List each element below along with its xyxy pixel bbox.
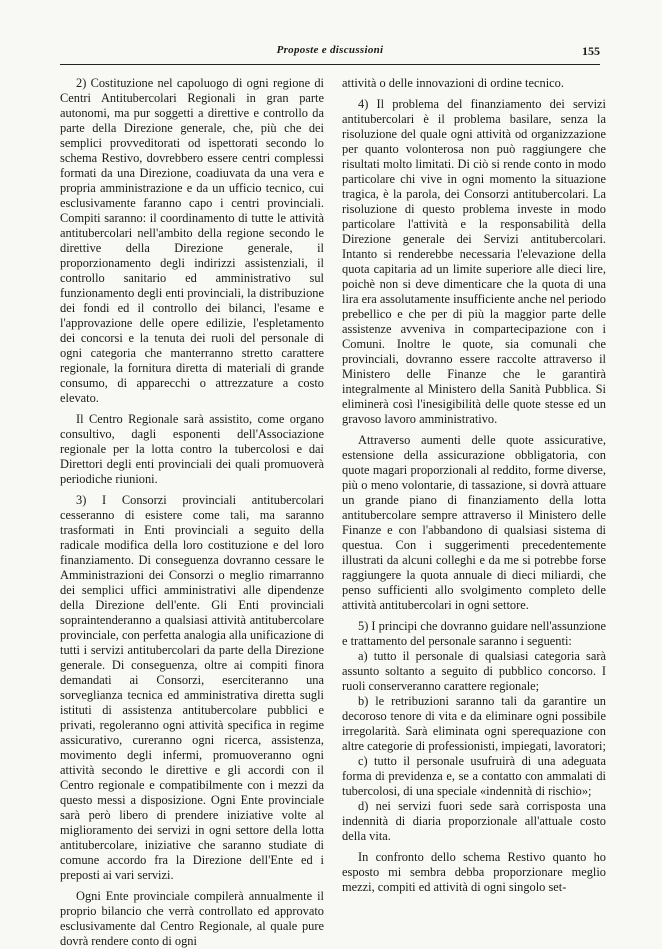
paragraph-continuation: attività o delle innovazioni di ordine tecnico. [342, 76, 564, 90]
paragraph: In confronto dello schema Restivo quanto ho esposto mi sembra debba proporzionare meglio mezzi, compiti ed attività di ogni singolo set- [342, 850, 606, 894]
running-title: Proposte e discussioni [276, 44, 384, 56]
paragraph: Ogni Ente provinciale compilerà annualmente il proprio bilancio che verrà controllato ed approvato esclusivamente dal Centro Regionale, al quale pure dovrà rendere conto di ogni [60, 889, 324, 948]
list-item: b) le retribuzioni saranno tali da garantire un decoroso tenore di vita e da eliminare ogni possibile irregolarità. Sarà eliminata ogni sperequazione con altre categorie di professionisti, impiegati, lavoratori; [342, 694, 606, 753]
paragraph: 2) Costituzione nel capoluogo di ogni regione di Centri Antitubercolari Regionali in gran parte autonomi, ma pur soggetti a direttive e controllo da parte della Direzione generale, che, più che dei semplici provveditorati od ispettorati secondo lo schema Restivo, dovrebbero essere centri complessi formati da una Direzione, coadiuvata da una vera e propria amministrazione e da un ufficio tecnico, cui esclusivamente faranno capo i centri provinciali. Compiti saranno: il coordinamento di tutte le attività antitubercolari nell'ambito della regione secondo le direttive della Direzione generale, il proporzionamento degli indirizzi assistenziali, il controllo sanitario ed amministrativo sul funzionamento degli enti provinciali, la distribuzione dei fondi ed il controllo dei bilanci, l'esame e l'approvazione delle opere edilizie, l'espletamento dei concorsi e la tenuta dei ruoli del personale di ogni categoria che manterranno stretto carattere regionale, la fornitura diretta di materiali di grande consumo, di apparecchi o attrezzature a costo elevato. [60, 76, 324, 405]
header-rule [60, 64, 600, 65]
paragraph: Attraverso aumenti delle quote assicurative, estensione della assicurazione obbligatoria, con quote magari proporzionali al reddito, forme diverse, più o meno volontarie, di tassazione, si dovrà attuare un grande piano di finanziamento della lotta antitubercolare sempre attraverso il Ministero delle Finanze e con l'abbandono di qualsiasi sistema di questua. Con i suggerimenti precedentemente illustrati da alcuni colleghi e da me si potrebbe forse raggiungere la quota annuale di dieci miliardi, che penso sufficienti allo svolgimento completo delle attività antitubercolari in ogni settore. [342, 433, 606, 612]
list-item: a) tutto il personale di qualsiasi categoria sarà assunto soltanto a seguito di pubblico concorso. I ruoli conserveranno carattere regionale; [342, 649, 606, 693]
paragraph: 3) I Consorzi provinciali antitubercolari cesseranno di esistere come tali, ma saranno trasformati in Enti provinciali a seguito della radicale modifica della loro costituzione e del loro finanziamento. Di conseguenza dovranno cessare le Amministrazioni dei Consorzi o meglio rimarranno dei semplici uffici amministrativi alle dipendenze della Direzione dell'ente. Gli Enti provinciali sopraintenderanno a qualsiasi attività antitubercolare provinciale, con perfetta analogia alla unificazione di tutti i servizi antitubercolari da parte della Direzione generale. Di conseguenza, oltre ai compiti finora demandati ai Consorzi, eserciteranno una sorveglianza tecnica ed amministrativa diretta sugli istituti di assistenza antitubercolare pubblici e privati, regoleranno ogni attività specifica in regime assicurativo, cureranno ogni ricerca, assistenza, movimento degli infermi, promuoveranno ogni attività secondo le direttive e gli accordi con il Centro regionale e compatibilmente con i mezzi da questo messi a disposizione. Ogni Ente provinciale sarà però libero di prendere iniziative volte al miglioramento dei servizi in ogni settore della lotta antitubercolare, iniziative che saranno studiate di comune accordo fra la Direzione dell'Ente ed i preposti ai vari servizi. [60, 493, 324, 882]
paragraph: 5) I principi che dovranno guidare nell'assunzione e trattamento del personale saranno i seguenti: [342, 619, 606, 648]
list-item: d) nei servizi fuori sede sarà corrisposta una indennità di diaria proporzionale all'attuale costo della vita. [342, 799, 606, 843]
list-item: c) tutto il personale usufruirà di una adeguata forma di previdenza e, se a contatto con ammalati di tubercolosi, di una speciale «indennità di rischio»; [342, 754, 606, 798]
paragraph: Il Centro Regionale sarà assistito, come organo consultivo, dagli esponenti dell'Associazione regionale per la lotta contro la tubercolosi e dai Direttori degli enti provinciali dei quali promuoverà periodiche riunioni. [60, 412, 324, 486]
right-column [342, 76, 606, 894]
paragraph: 4) Il problema del finanziamento dei servizi antitubercolari è il problema basilare, senza la risoluzione del quale ogni attività od organizzazione per quanto volonterosa non può raggiungere che risultati molto limitati. Di ciò si rende conto in modo particolare chi vive in ogni momento la situazione tragica, è la parola, dei Consorzi antitubercolari. La risoluzione di questo problema investe in modo particolare l'attività e la responsabilità della Direzione generale dei Servizi antitubercolari. Intanto si renderebbe necessaria l'elevazione della quota capitaria ad un limite superiore alle dieci lire, poichè non si deve dimenticare che la quota di una lira era assolutamente insufficiente anche nel periodo prebellico e che per di più la maggior parte delle assistenze avveniva in compartecipazione con i Comuni. Inoltre le quote, sia comunali che provinciali, dovranno essere raccolte attraverso il Ministero delle Finanze che le garantirà integralmente al Ministero della Sanità Pubblica. Si eliminerà così l'inesigibilità delle quote stesse ed un gravoso lavoro amministrativo. [342, 97, 606, 426]
left-column [60, 76, 324, 948]
page-header [60, 44, 600, 64]
page-number: 155 [582, 44, 600, 58]
body-text [60, 76, 606, 948]
